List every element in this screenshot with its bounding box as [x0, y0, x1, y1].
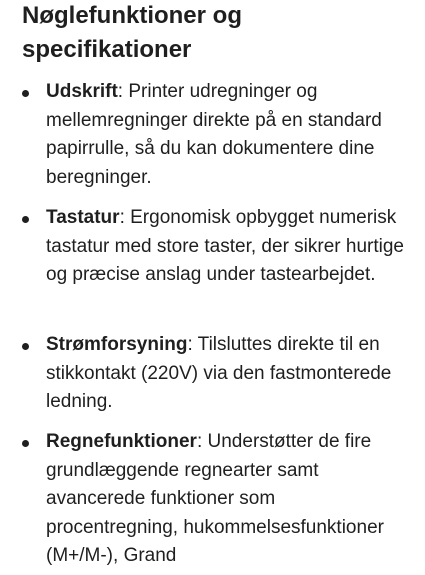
term-separator: :	[119, 207, 131, 228]
section-heading: Nøglefunktioner og specifikationer	[22, 2, 242, 63]
feature-description: Understøtter de fire grundlæggende regnearter samt avancerede funktioner som procentregning, hukommelsesfunktioner (M+/M-), Grand	[46, 431, 384, 566]
term-separator: :	[196, 431, 208, 452]
bullet-icon	[22, 343, 29, 350]
feature-term: Regnefunktioner	[46, 431, 197, 452]
bullet-icon	[22, 440, 29, 447]
feature-term: Strømforsyning	[46, 334, 188, 355]
list-item-text	[46, 78, 406, 192]
feature-term: Udskrift	[46, 81, 118, 102]
list-item-text	[46, 204, 406, 290]
bullet-icon	[22, 216, 29, 223]
term-separator: :	[187, 334, 198, 355]
bullet-icon	[22, 90, 29, 97]
list-item-text	[46, 428, 406, 571]
feature-description: Tilsluttes direkte til en stikkontakt (220V) via den fastmonterede ledning.	[46, 334, 392, 412]
term-separator: :	[117, 81, 129, 102]
list-item-text	[46, 331, 406, 417]
feature-term: Tastatur	[46, 207, 120, 228]
feature-description: Printer udregninger og mellemregninger direkte på en standard papirrulle, så du kan dokumentere dine beregninger.	[46, 81, 382, 188]
feature-description: Ergonomisk opbygget numerisk tastatur med store taster, der sikrer hurtige og præcise anslag under tastearbejdet.	[46, 207, 404, 285]
